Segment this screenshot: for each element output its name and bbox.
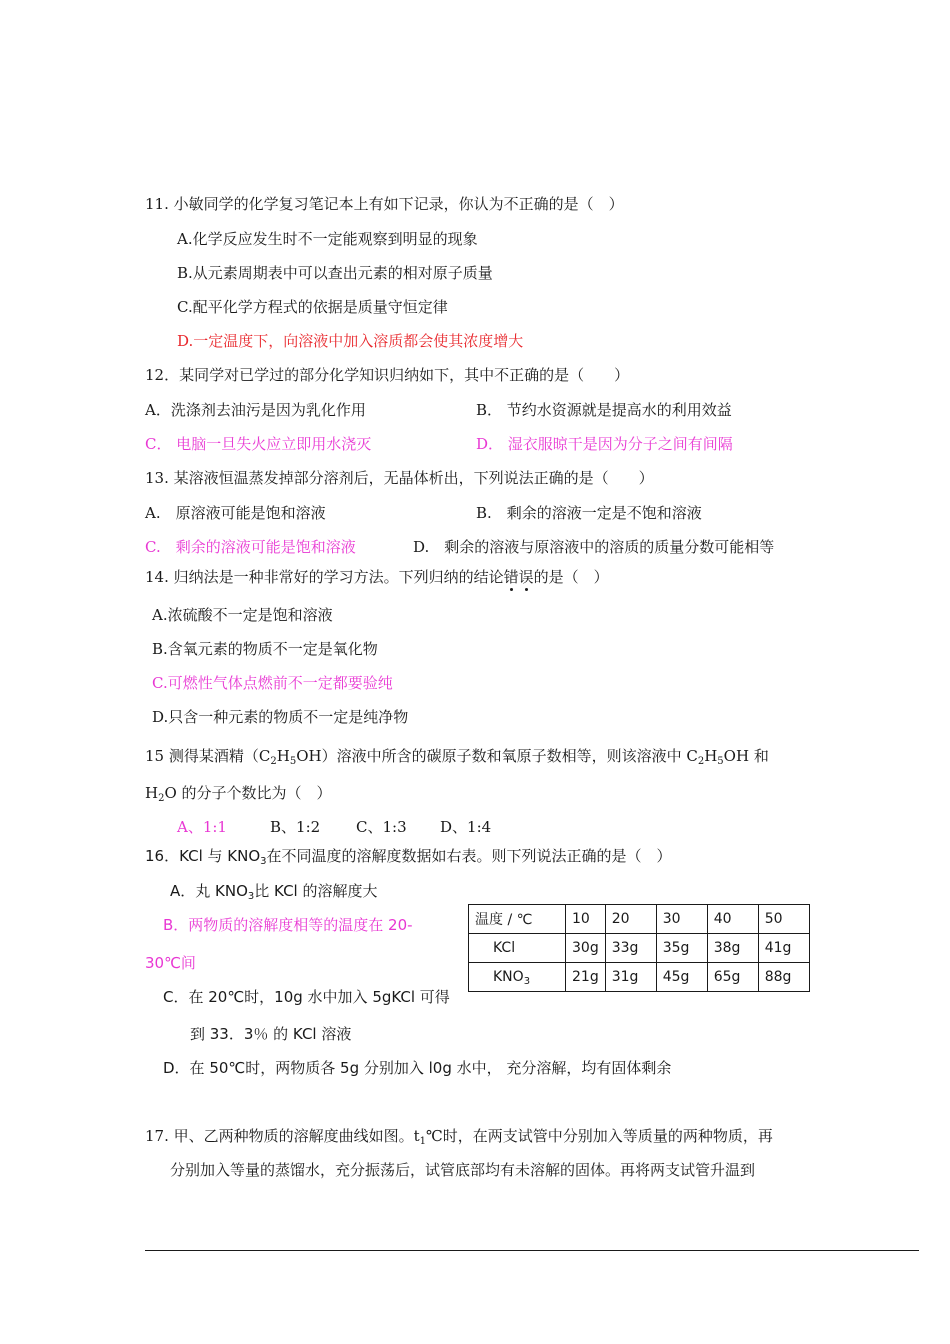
q12-option-d-answer: D． 湿衣服晾干是因为分子之间有间隔 — [476, 435, 733, 453]
q16-option-d: D．在 50℃时，两物质各 5g 分别加入 l0g 水中， 充分溶解，均有固体剩余 — [163, 1059, 672, 1077]
q13-option-b: B. 剩余的溶液一定是不饱和溶液 — [476, 504, 702, 522]
q16-option-b-answer-line2: 30℃间 — [145, 954, 196, 972]
temp-cell: 10 — [566, 905, 606, 934]
q16-option-c-line2: 到 33．3％ 的 KCl 溶液 — [190, 1025, 352, 1043]
solubility-table — [468, 904, 810, 992]
q11-option-a: A.化学反应发生时不一定能观察到明显的现象 — [177, 230, 478, 248]
q15-option-b: B、1:2 — [270, 818, 321, 836]
q15-option-c: C、1:3 — [356, 818, 407, 836]
q17-stem-line1: 17. 甲、乙两种物质的溶解度曲线如图。$t_1℃$时，在两支试管中分别加入等质量的两种物质，再 — [145, 1127, 773, 1147]
q15-option-a-answer: A、1:1 — [177, 818, 227, 836]
table-row — [469, 963, 810, 992]
temp-cell: 50 — [758, 905, 809, 934]
q15-option-d: D、1:4 — [440, 818, 492, 836]
footer-divider — [145, 1250, 919, 1251]
q11-stem: 11. 小敏同学的化学复习笔记本上有如下记录，你认为不正确的是（ ） — [145, 195, 624, 213]
q14-option-c-answer: C.可燃性气体点燃前不一定都要验纯 — [152, 674, 393, 692]
q14-option-a: A.浓硫酸不一定是饱和溶液 — [152, 606, 333, 624]
table-row — [469, 934, 810, 963]
q13-option-d: D. 剩余的溶液与原溶液中的溶质的质量分数可能相等 — [413, 538, 775, 556]
kno3-cell: 21g — [566, 963, 606, 992]
q13-stem: 13. 某溶液恒温蒸发掉部分溶剂后，无晶体析出，下列说法正确的是（ ） — [145, 469, 654, 487]
q15-stem-line1: 15 测得某酒精$(C_2H_5OH)$溶液中所含的碳原子数和氧原子数相等，则该溶液中 $C_2H_5OH$ 和 — [145, 747, 769, 767]
q11-option-b: B.从元素周期表中可以查出元素的相对原子质量 — [177, 264, 493, 282]
kcl-cell: 38g — [707, 934, 758, 963]
kcl-cell: 41g — [758, 934, 809, 963]
temp-cell: 20 — [605, 905, 656, 934]
q16-option-c-line1: C．在 20℃时，10g 水中加入 5gKCl 可得 — [163, 988, 450, 1006]
q14-option-b: B.含氧元素的物质不一定是氧化物 — [152, 640, 378, 658]
kcl-label: KCl — [469, 934, 566, 963]
kno3-cell: 31g — [605, 963, 656, 992]
temp-cell: 40 — [707, 905, 758, 934]
emphasis-char: 错 — [503, 568, 519, 586]
q11-option-d-answer: D.一定温度下，向溶液中加入溶质都会使其浓度增大 — [177, 332, 524, 350]
q12-option-a: A．洗涤剂去油污是因为乳化作用 — [145, 401, 366, 419]
kcl-cell: 35g — [656, 934, 707, 963]
kno3-label: $KNO_3$ — [469, 963, 566, 992]
q17-stem-line2: 分别加入等量的蒸馏水，充分振荡后，试管底部均有未溶解的固体。再将两支试管升温到 — [170, 1161, 756, 1179]
q12-option-b: B． 节约水资源就是提高水的利用效益 — [476, 401, 732, 419]
q16-stem: 16．KCl 与 $KNO_3$在不同温度的溶解度数据如右表。则下列说法正确的是（ ） — [145, 847, 672, 867]
q16-option-b-answer-line1: B．两物质的溶解度相等的温度在 20- — [163, 916, 413, 934]
q14-option-d: D.只含一种元素的物质不一定是纯净物 — [152, 708, 409, 726]
q16-option-a: A．丸 $KNO_3$比 KCl 的溶解度大 — [170, 882, 378, 902]
q12-option-c-answer: C． 电脑一旦失火应立即用水浇灭 — [145, 435, 372, 453]
q15-stem-line2: $H_2O$ 的分子个数比为（ ） — [145, 784, 332, 804]
q12-stem: 12．某同学对已学过的部分化学知识归纳如下，其中不正确的是（ ） — [145, 366, 630, 384]
kno3-cell: 88g — [758, 963, 809, 992]
kno3-cell: 65g — [707, 963, 758, 992]
q13-option-a: A. 原溶液可能是饱和溶液 — [145, 504, 326, 522]
table-row — [469, 905, 810, 934]
kcl-cell: 33g — [605, 934, 656, 963]
q13-option-c-answer: C. 剩余的溶液可能是饱和溶液 — [145, 538, 356, 556]
kcl-cell: 30g — [566, 934, 606, 963]
q11-option-c: C.配平化学方程式的依据是质量守恒定律 — [177, 298, 448, 316]
kno3-cell: 45g — [656, 963, 707, 992]
temperature-header: 温度 / ℃ — [469, 905, 566, 934]
emphasis-char: 误 — [518, 568, 534, 586]
q14-stem: 14. 归纳法是一种非常好的学习方法。下列归纳的结论错误的是（ ） — [145, 568, 609, 586]
temp-cell: 30 — [656, 905, 707, 934]
